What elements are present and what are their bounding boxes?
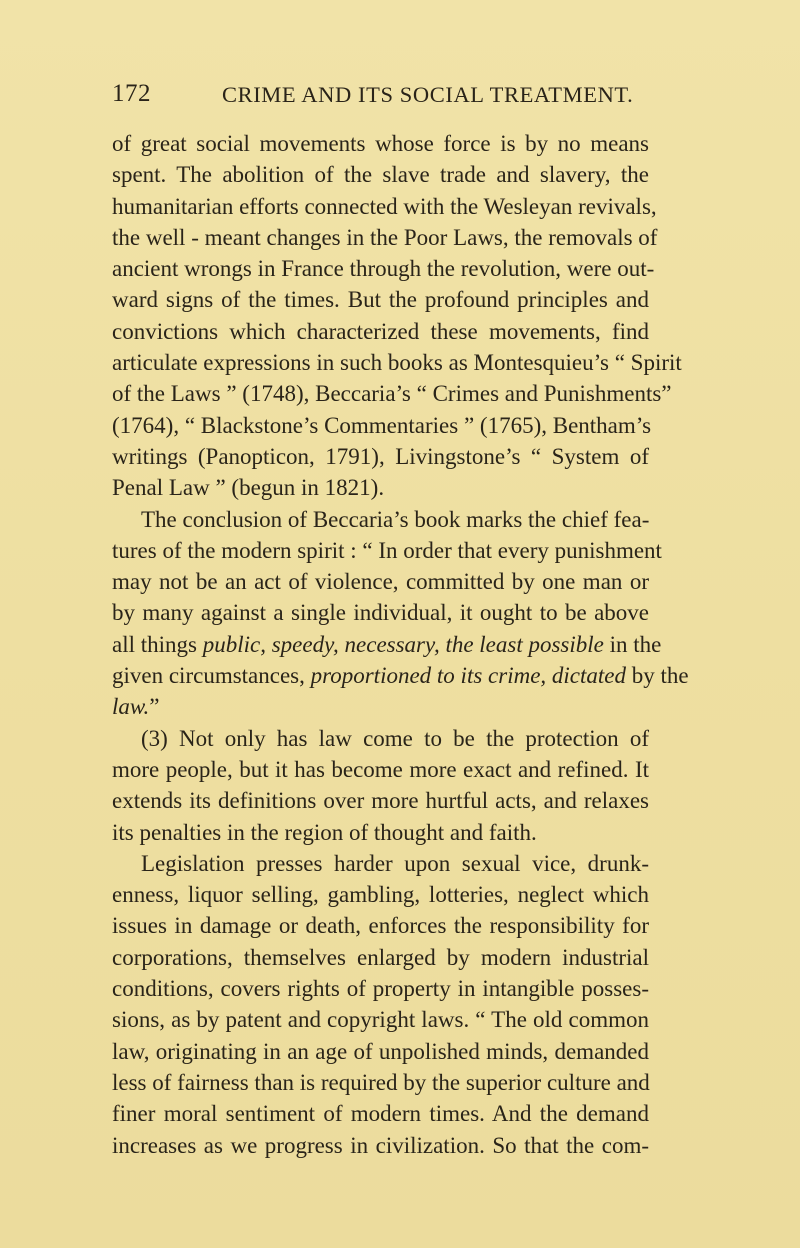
text-line: extends its definitions over more hurtful acts, and relaxes — [112, 788, 649, 814]
text-line: convictions which characterized these movements, find — [112, 318, 649, 344]
text-line: of the Laws ” (1748), Beccaria’s “ Crimes and Punishments” — [112, 381, 672, 407]
text-line: may not be an act of violence, committed by one man or — [112, 569, 649, 595]
paragraph-start-line: Legislation presses harder upon sexual vice, drunk- — [141, 850, 649, 876]
text-line: humanitarian efforts connected with the Wesleyan revivals, — [112, 193, 657, 219]
body-text — [112, 128, 689, 1161]
italic-text: law. — [112, 694, 150, 720]
text-line: its penalties in the region of thought and faith. — [112, 819, 537, 845]
text-line: spent. The abolition of the slave trade and slavery, the — [112, 162, 649, 188]
text-line: increases as we progress in civilization. So that the com- — [112, 1132, 649, 1158]
plain-text: ” — [149, 694, 160, 720]
text-line: articulate expressions in such books as Montesquieu’s “ Spirit — [112, 350, 682, 376]
text-line — [112, 660, 689, 691]
plain-text: given circumstances, — [112, 663, 311, 689]
text-line: ancient wrongs in France through the revolution, were out- — [112, 256, 655, 282]
paragraph-start-line: (3) Not only has law come to be the protection of — [141, 725, 649, 751]
text-line: writings (Panopticon, 1791), Livingstone’s “ System of — [112, 443, 649, 469]
italic-text: proportioned to its crime, dictated — [310, 663, 626, 689]
italic-text: public, speedy, necessary, the least possible — [202, 631, 604, 657]
text-line: sions, as by patent and copyright laws. “ The old common — [112, 1007, 649, 1033]
text-line: conditions, covers rights of property in intangible posses- — [112, 976, 649, 1002]
text-line: more people, but it has become more exact and refined. It — [112, 756, 649, 782]
text-line: less of fairness than is required by the superior culture and — [112, 1069, 650, 1095]
paragraph-start-line: The conclusion of Beccaria’s book marks the chief fea- — [141, 506, 650, 532]
text-line: law, originating in an age of unpolished minds, demanded — [112, 1038, 649, 1064]
text-line: Penal Law ” (begun in 1821). — [112, 475, 385, 501]
text-line: corporations, themselves enlarged by modern industrial — [112, 944, 649, 970]
page-number: 172 — [112, 80, 151, 107]
text-line: ward signs of the times. But the profound principles and — [112, 287, 649, 313]
page-header — [112, 80, 652, 114]
text-line — [112, 629, 662, 660]
plain-text: all things — [112, 631, 203, 657]
text-line: finer moral sentiment of modern times. And the demand — [112, 1101, 649, 1127]
text-line: by many against a single individual, it ought to be above — [112, 600, 649, 626]
text-line: issues in damage or death, enforces the responsibility for — [112, 913, 649, 939]
plain-text: in the — [603, 631, 662, 657]
text-line: tures of the modern spirit : “ In order that every punishment — [112, 537, 662, 563]
text-line: the well - meant changes in the Poor Laws, the removals of — [112, 224, 658, 250]
text-line: enness, liquor selling, gambling, lotteries, neglect which — [112, 882, 649, 908]
text-line — [112, 691, 649, 722]
plain-text: by the — [626, 663, 689, 689]
text-line: of great social movements whose force is by no means — [112, 131, 649, 156]
running-head: CRIME AND ITS SOCIAL TREATMENT. — [222, 82, 634, 107]
text-line: (1764), “ Blackstone’s Commentaries ” (1765), Bentham’s — [112, 412, 652, 438]
